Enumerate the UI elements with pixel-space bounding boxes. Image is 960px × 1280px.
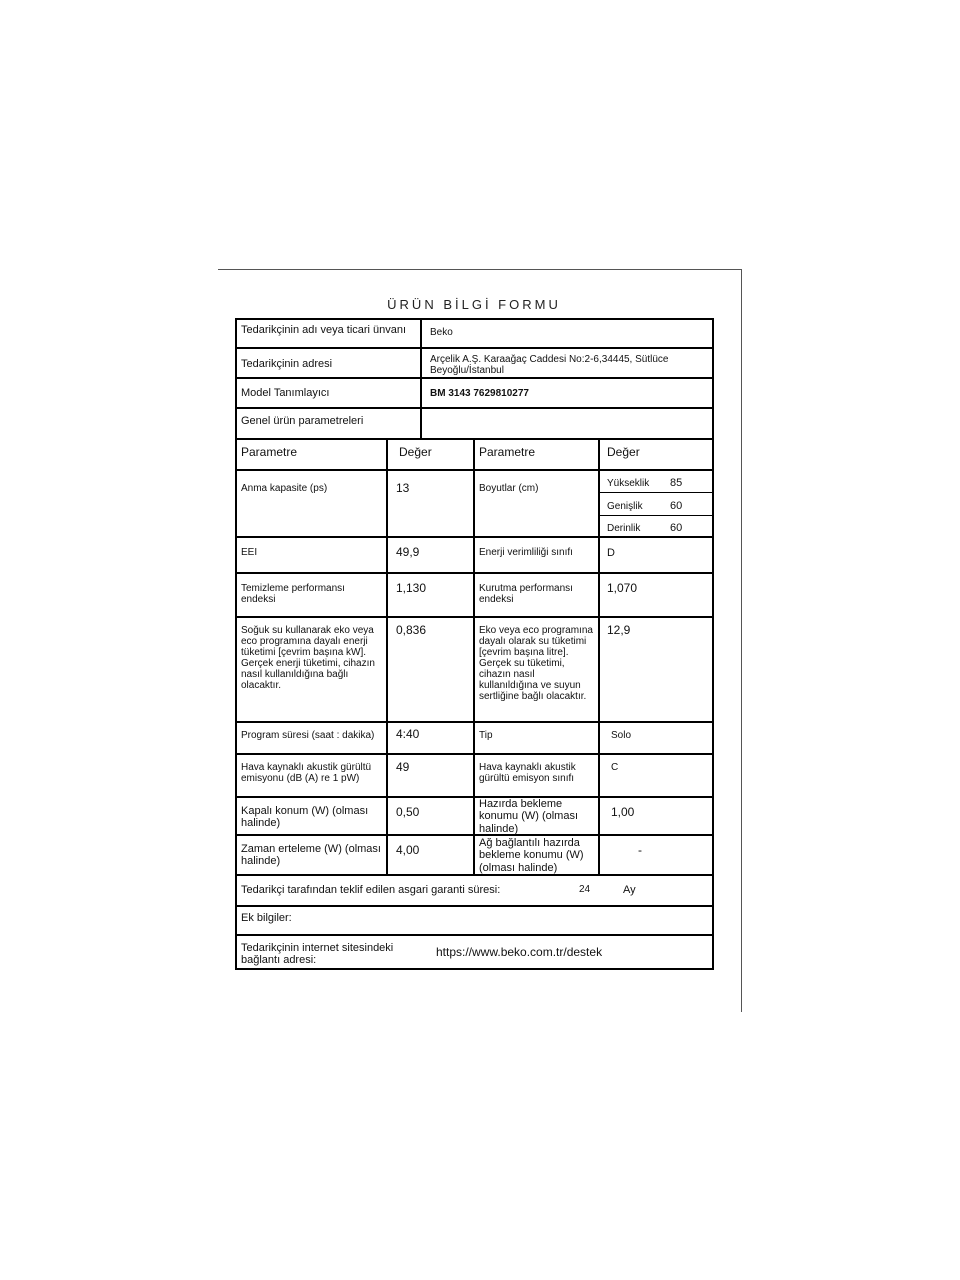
water-consumption-label: Eko veya eco programına dayalı olarak su tüketimi [çevrim başına litre]. Gerçek su tüketimi, cihazın nasıl kullanıldığına ve suyun sertliğine bağlı olacaktır. [479, 625, 593, 702]
warranty-label: Tedarikçi tarafından teklif edilen asgari garanti süresi: [241, 884, 501, 896]
warranty-unit: Ay [623, 884, 636, 896]
website-label: Tedarikçinin internet sitesindeki bağlantı adresi: [241, 942, 394, 967]
type-value: Solo [611, 730, 632, 741]
noise-emission-label: Hava kaynaklı akustik gürültü emisyonu (dB (A) re 1 pW) [241, 762, 372, 784]
dimensions-label: Boyutlar (cm) [479, 483, 539, 494]
program-duration-label: Program süresi (saat : dakika) [241, 730, 375, 741]
off-mode-label: Kapalı konum (W) (olması halinde) [241, 805, 369, 830]
header-parameter-left: Parametre [241, 446, 298, 459]
networked-standby-label: Ağ bağlantılı hazırda bekleme konumu (W) (olması halinde) [479, 837, 584, 874]
cleaning-performance-value: 1,130 [396, 582, 427, 595]
website-link[interactable]: https://www.beko.com.tr/destek [436, 946, 603, 959]
noise-emission-value: 49 [396, 761, 410, 774]
supplier-address-label: Tedarikçinin adresi [241, 358, 333, 370]
header-value-left: Değer [399, 446, 432, 459]
model-label: Model Tanımlayıcı [241, 387, 330, 399]
cleaning-performance-label: Temizleme performansı endeksi [241, 583, 345, 605]
page-top-rule [218, 269, 742, 270]
drying-performance-value: 1,070 [607, 582, 638, 595]
depth-label: Derinlik [607, 523, 641, 534]
warranty-value: 24 [579, 884, 591, 895]
energy-consumption-value: 0,836 [396, 624, 427, 637]
width-value: 60 [670, 500, 683, 512]
type-label: Tip [479, 730, 493, 741]
supplier-name-label: Tedarikçinin adı veya ticari ünvanı [241, 324, 407, 336]
eei-label: EEI [241, 547, 258, 558]
program-duration-value: 4:40 [396, 728, 420, 741]
extra-info-label: Ek bilgiler: [241, 912, 292, 924]
drying-performance-label: Kurutma performansı endeksi [479, 583, 573, 605]
standby-mode-value: 1,00 [611, 806, 635, 819]
supplier-name-value: Beko [430, 327, 453, 338]
header-parameter-right: Parametre [479, 446, 536, 459]
energy-class-label: Enerji verimliliği sınıfı [479, 547, 573, 558]
height-label: Yükseklik [607, 478, 650, 489]
width-label: Genişlik [607, 501, 643, 512]
depth-value: 60 [670, 522, 683, 534]
energy-class-value: D [607, 547, 615, 559]
supplier-address-value: Arçelik A.Ş. Karaağaç Caddesi No:2-6,34445, Sütlüce Beyoğlu/İstanbul [430, 354, 669, 376]
water-consumption-value: 12,9 [607, 624, 631, 637]
form-title: ÜRÜN BİLGİ FORMU [387, 297, 561, 312]
delay-start-label: Zaman erteleme (W) (olması halinde) [241, 843, 381, 868]
general-parameters-label: Genel ürün parametreleri [241, 415, 364, 427]
page-right-rule [741, 269, 742, 1012]
eei-value: 49,9 [396, 546, 420, 559]
delay-start-value: 4,00 [396, 844, 420, 857]
off-mode-value: 0,50 [396, 806, 420, 819]
noise-class-label: Hava kaynaklı akustik gürültü emisyon sınıfı [479, 762, 576, 784]
noise-class-value: C [611, 762, 619, 773]
model-value: BM 3143 7629810277 [430, 388, 529, 399]
height-value: 85 [670, 477, 683, 489]
standby-mode-label: Hazırda bekleme konumu (W) (olması halinde) [479, 798, 579, 835]
capacity-value: 13 [396, 482, 410, 495]
header-value-right: Değer [607, 446, 640, 459]
capacity-label: Anma kapasite (ps) [241, 483, 328, 494]
networked-standby-value: - [638, 844, 642, 857]
energy-consumption-label: Soğuk su kullanarak eko veya eco programına dayalı enerji tüketimi [çevrim başına kW]. Gerçek enerji tüketimi, cihazın nasıl kullanıldığına bağlı olacaktır. [241, 625, 375, 691]
